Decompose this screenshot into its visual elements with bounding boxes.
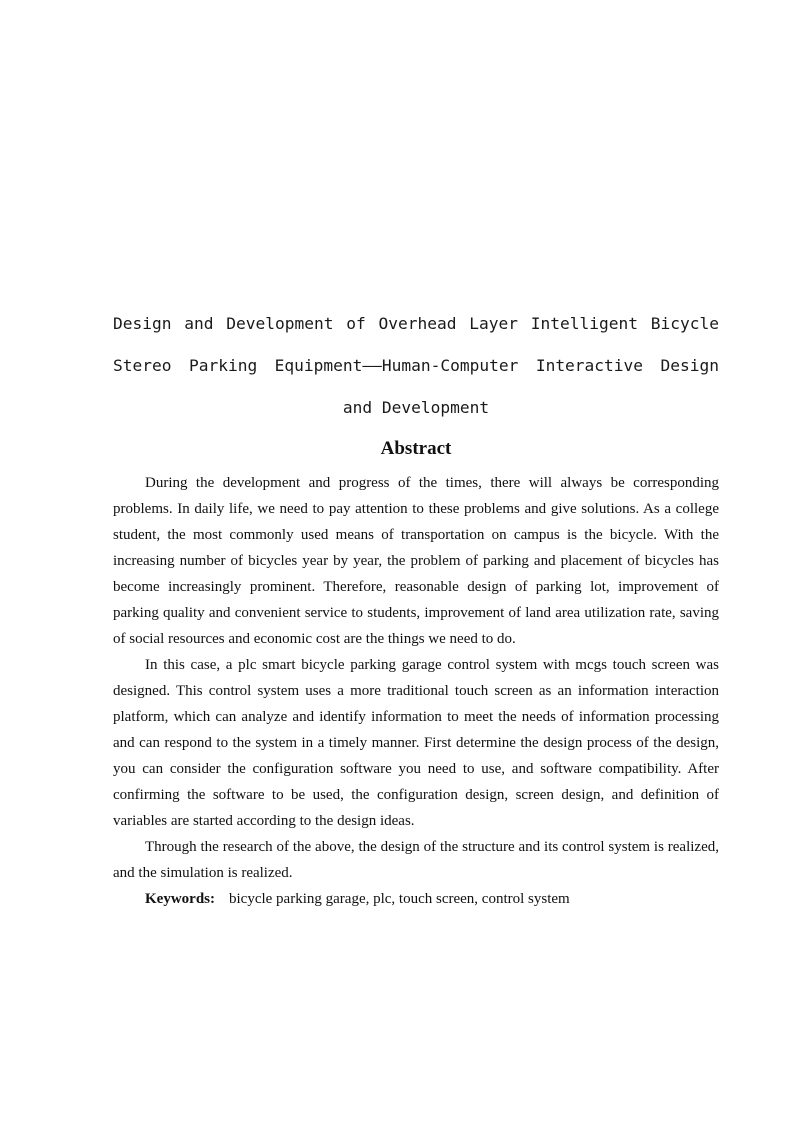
abstract-paragraph-1: During the development and progress of the times, there will always be corresponding problems. In daily life, we need to pay attention to these problems and give solutions. As a college student, the most commonly used means of transportation on campus is the bicycle. With the increasing number of bicycles year by year, the problem of parking and placement of bicycles has become increasingly prominent. Therefore, reasonable design of parking lot, improvement of parking quality and convenient service to students, improvement of land area utilization rate, saving of social resources and economic cost are the things we need to do. <box>113 475 719 647</box>
abstract-paragraph-2: In this case, a plc smart bicycle parking garage control system with mcgs touch screen was designed. This control system uses a more traditional touch screen as an information interaction platform, which can analyze and identify information to meet the needs of information processing and can respond to the system in a timely manner. First determine the design process of the design, you can consider the configuration software you need to use, and software compatibility. After confirming the software to be used, the configuration design, screen design, and definition of variables are started according to the design ideas. <box>113 657 719 829</box>
keywords-text: bicycle parking garage, plc, touch screen, control system <box>229 891 570 907</box>
title-line-1: Design and Development of Overhead Layer Intelligent Bicycle <box>113 314 719 333</box>
title-line-3: and Development <box>342 398 490 417</box>
abstract-heading: Abstract <box>380 438 452 459</box>
title-line-2: Stereo Parking Equipment——Human-Computer Interactive Design <box>113 356 719 375</box>
paper-title <box>113 309 719 435</box>
abstract-paragraph-3: Through the research of the above, the design of the structure and its control system is realized, and the simulation is realized. <box>113 839 719 881</box>
keywords-line <box>113 886 719 912</box>
keywords-label: Keywords: <box>145 891 215 907</box>
abstract-body <box>113 470 719 912</box>
